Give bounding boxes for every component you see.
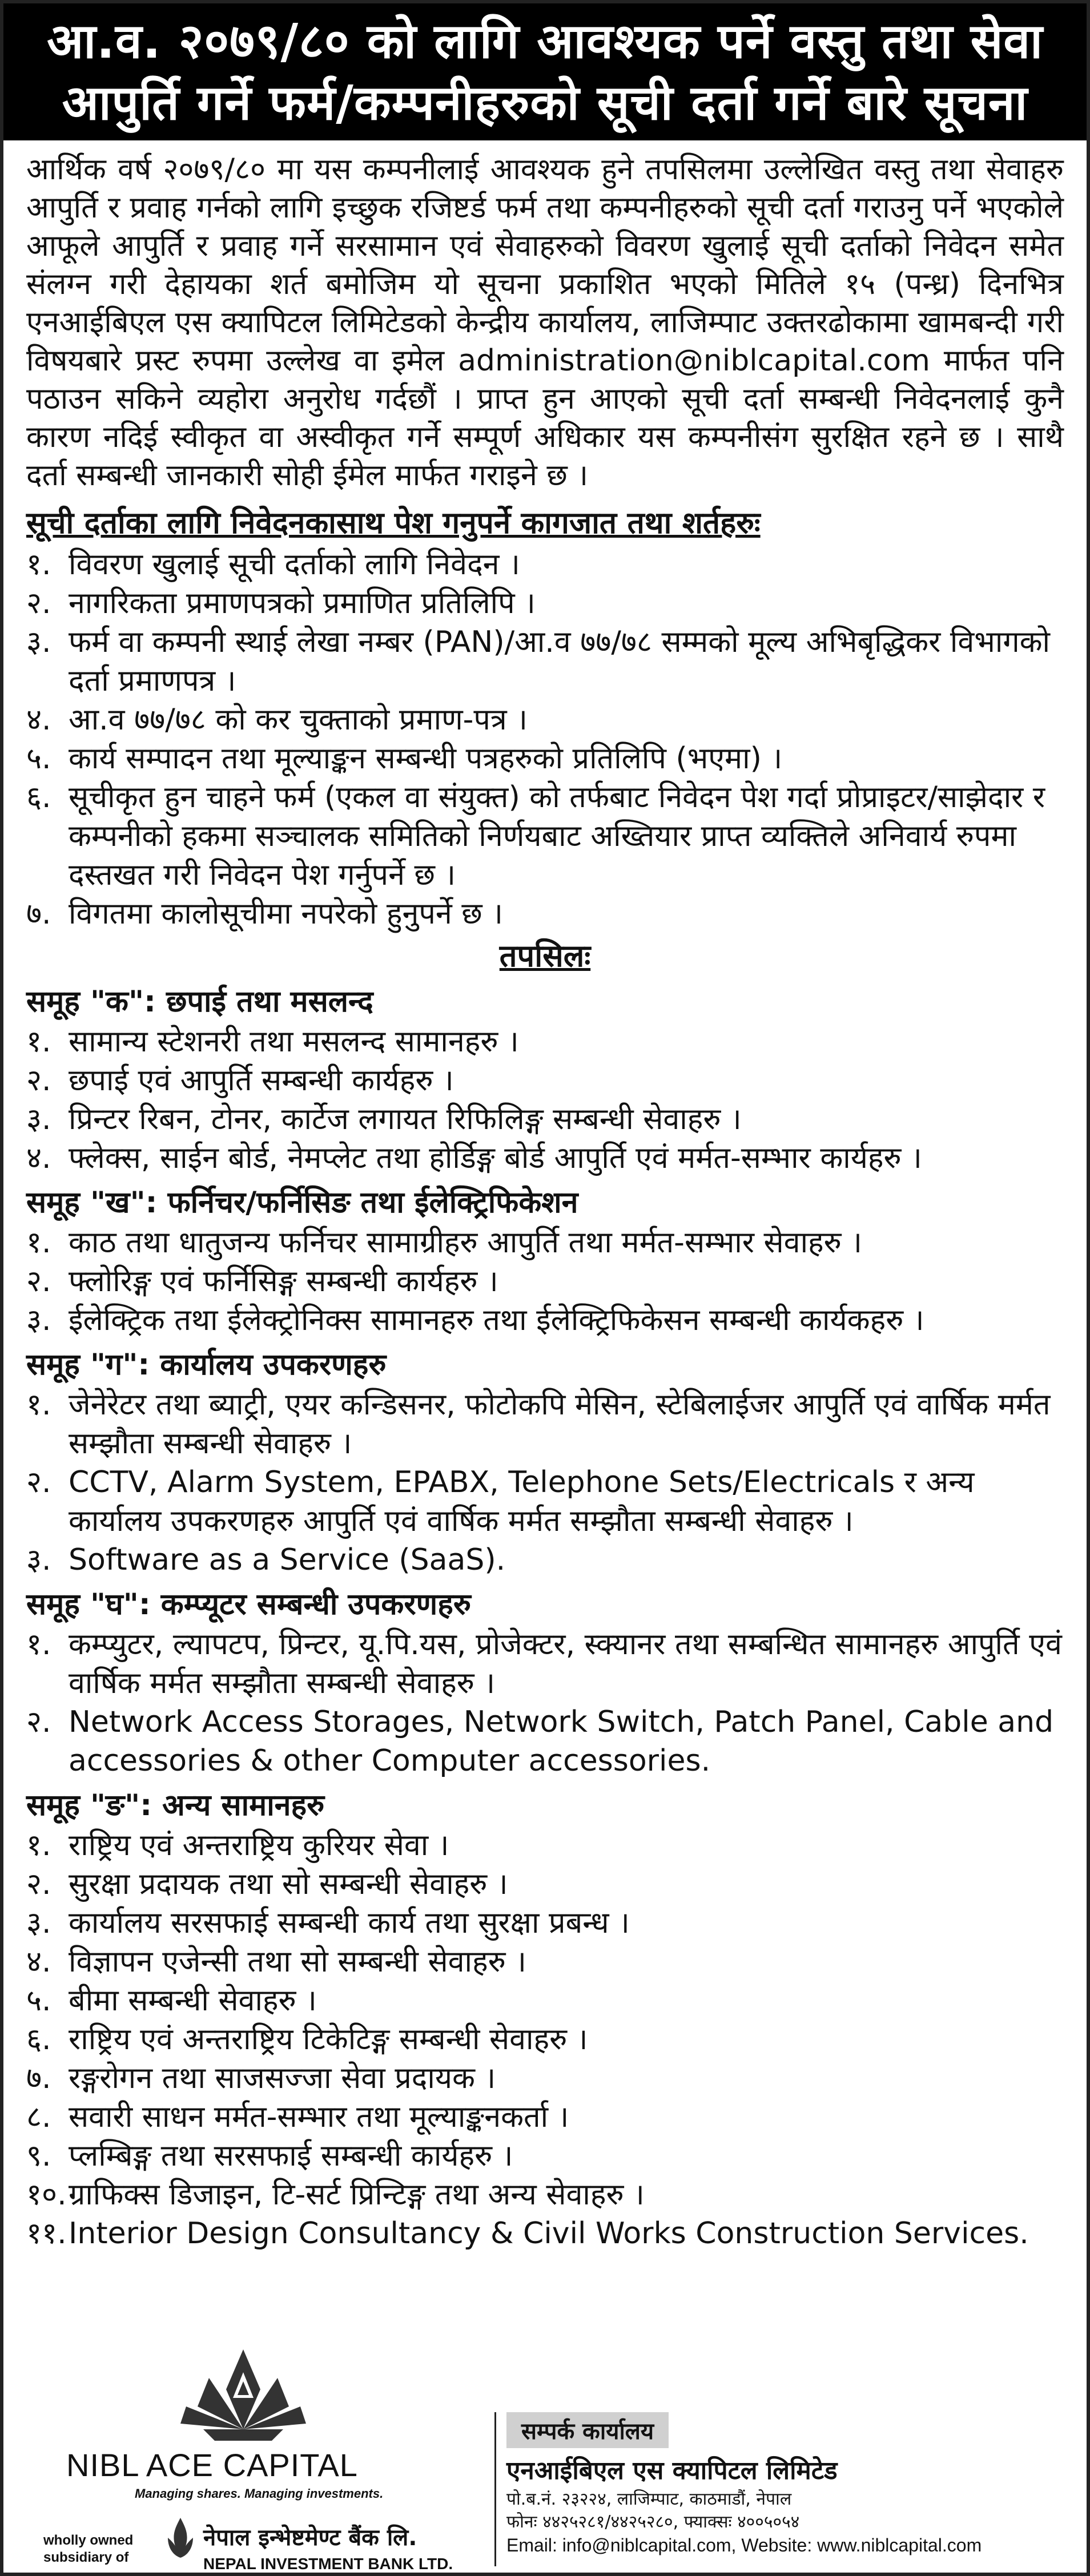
requirement-item <box>26 778 1064 894</box>
item-text: Network Access Storages, Network Switch, Patch Panel, Cable and accessories & other Computer accessories. <box>69 1705 1054 1778</box>
contact-box <box>494 2412 1067 2566</box>
contact-title: सम्पर्क कार्यालय <box>506 2412 669 2448</box>
item-number: ६. <box>26 2022 51 2057</box>
group-item <box>26 1223 1064 1262</box>
item-text: कम्प्युटर, ल्यापटप, प्रिन्टर, यू.पि.यस, प्रोजेक्टर, स्क्यानर तथा सम्बन्धित सामानहरु आपुर्ति एवं वार्षिक मर्मत सम्झौता सम्बन्धी सेवाहरु । <box>69 1627 1062 1700</box>
item-text: फ्लोरिङ्ग एवं फर्निसिङ्ग सम्बन्धी कार्यहरु । <box>69 1264 498 1299</box>
item-number: ६. <box>26 780 51 815</box>
group-item-list <box>26 1385 1064 1579</box>
item-text: ईलेक्ट्रिक तथा ईलेक्ट्रोनिक्स सामानहरु तथा ईलेक्ट्रिफिकेसन सम्बन्धी कार्यकहरु । <box>69 1303 924 1337</box>
item-text: आ.व ७७/७८ को कर चुक्ताको प्रमाण-पत्र । <box>69 703 528 737</box>
group-title: समूह "ङ": अन्य सामानहरु <box>26 1788 325 1823</box>
item-number: ८. <box>26 2100 51 2134</box>
requirement-item <box>26 545 1064 584</box>
subsidiary-note <box>43 2532 158 2566</box>
group-item <box>26 2214 1064 2253</box>
item-text: बीमा सम्बन्धी सेवाहरु । <box>69 1984 317 2018</box>
subsidiary-line-2: subsidiary of <box>43 2550 129 2565</box>
group-item <box>26 2020 1064 2059</box>
schedule-group <box>26 1182 1064 1340</box>
item-text: सूचीकृत हुन चाहने फर्म (एकल वा संयुक्त) को तर्फबाट निवेदन पेश गर्दा प्रोप्राइटर/साझेदार र कम्पनीको हकमा सञ्चालक समितिको निर्णयबाट अख्तियार प्राप्त व्यक्तिले अनिवार्य रुपमा दस्तखत गरी निवेदन पेश गर्नुपर्ने छ । <box>69 780 1045 892</box>
group-item <box>26 1061 1064 1100</box>
item-number: २. <box>26 1063 51 1098</box>
item-text: सामान्य स्टेशनरी तथा मसलन्द सामानहरु । <box>69 1025 519 1059</box>
item-number: १. <box>26 1225 51 1260</box>
group-item <box>26 2136 1064 2175</box>
item-number: १. <box>26 1828 51 1863</box>
bank-name-nepali: नेपाल इन्भेष्टमेण्ट बैंक लि. <box>203 2525 417 2551</box>
item-text: कार्यालय सरसफाई सम्बन्धी कार्य तथा सुरक्षा प्रबन्ध । <box>69 1906 630 1940</box>
item-text: राष्ट्रिय एवं अन्तराष्ट्रिय कुरियर सेवा । <box>69 1828 449 1863</box>
item-text: विज्ञापन एजेन्सी तथा सो सम्बन्धी सेवाहरु । <box>69 1945 526 1979</box>
item-text: काठ तथा धातुजन्य फर्निचर सामाग्रीहरु आपुर्ति तथा मर्मत-सम्भार सेवाहरु । <box>69 1225 862 1260</box>
schedule-title-text: तपसिलः <box>499 938 591 974</box>
requirement-item <box>26 739 1064 778</box>
group-title: समूह "क": छपाई तथा मसलन्द <box>26 985 373 1019</box>
footer <box>3 2287 1087 2576</box>
contact-address: पो.ब.नं. २३२२४, लाजिम्पाट, काठमाडौं, नेपाल <box>506 2489 792 2509</box>
schedule-group <box>26 981 1064 1178</box>
item-number: ७. <box>26 897 51 931</box>
group-item <box>26 1625 1064 1703</box>
item-number: ४. <box>26 703 51 737</box>
bank-name-english: NEPAL INVESTMENT BANK LTD. <box>203 2555 453 2573</box>
group-item <box>26 1541 1064 1579</box>
group-item <box>26 1262 1064 1301</box>
group-item <box>26 1139 1064 1178</box>
brand-tagline: Managing shares. Managing investments. <box>135 2486 384 2501</box>
item-text: फ्लेक्स, साईन बोर्ड, नेमप्लेट तथा होर्डिङ्ग बोर्ड आपुर्ति एवं मर्मत-सम्भार कार्यहरु । <box>69 1141 922 1175</box>
group-item <box>26 1301 1064 1340</box>
group-item <box>26 1981 1064 2020</box>
schedule-group <box>26 1584 1064 1780</box>
requirement-item <box>26 894 1064 933</box>
item-number: ३. <box>26 1906 51 1940</box>
requirements-title: सूची दर्ताका लागि निवेदनकासाथ पेश गनुपर्ने कागजात तथा शर्तहरुः <box>26 506 761 541</box>
item-number: १. <box>26 1025 51 1059</box>
item-text: विवरण खुलाई सूची दर्ताको लागि निवेदन । <box>69 547 520 582</box>
bank-logo-icon <box>163 2515 198 2561</box>
item-number: ३. <box>26 1102 51 1136</box>
group-item <box>26 1385 1064 1463</box>
item-number: २. <box>26 1867 51 1901</box>
item-number: १. <box>26 1627 51 1662</box>
contact-company-name: एनआईबिएल एस क्यापिटल लिमिटेड <box>506 2456 838 2485</box>
item-number: ७. <box>26 2061 51 2095</box>
item-text: CCTV, Alarm System, EPABX, Telephone Sets/Electricals र अन्य कार्यालय उपकरणहरु आपुर्ति एवं वार्षिक मर्मत सम्झौता सम्बन्धी सेवाहरु । <box>69 1465 975 1538</box>
group-item-list <box>26 1625 1064 1780</box>
item-text: फर्म वा कम्पनी स्थाई लेखा नम्बर (PAN)/आ.व ७७/७८ सम्मको मूल्य अभिबृद्धिकर विभागको दर्ता प्रमाणपत्र । <box>69 625 1051 698</box>
item-number: ११. <box>26 2216 67 2251</box>
group-item <box>26 1865 1064 1904</box>
contact-email: Email: info@niblcapital.com, Website: www.niblcapital.com <box>506 2535 982 2555</box>
item-text: ग्राफिक्स डिजाइन, टि-सर्ट प्रिन्टिङ्ग तथा अन्य सेवाहरु । <box>69 2178 645 2212</box>
lotus-logo-icon <box>175 2344 312 2446</box>
item-number: १. <box>26 1388 51 1422</box>
schedule-title <box>26 936 1064 977</box>
group-item-list <box>26 1022 1064 1178</box>
item-number: ४. <box>26 1945 51 1979</box>
item-number: ३. <box>26 625 51 659</box>
item-number: ३. <box>26 1543 51 1577</box>
requirement-item <box>26 700 1064 739</box>
item-number: २. <box>26 586 51 620</box>
notice-content <box>26 151 1064 2253</box>
group-item-list <box>26 1826 1064 2253</box>
item-text: सुरक्षा प्रदायक तथा सो सम्बन्धी सेवाहरु । <box>69 1867 508 1901</box>
schedule-group <box>26 1785 1064 2253</box>
item-number: २. <box>26 1705 51 1739</box>
group-title: समूह "ग": कार्यालय उपकरणहरु <box>26 1348 387 1382</box>
notice-header <box>3 3 1087 140</box>
header-line-1: आ.व. २०७९/८० को लागि आवश्यक पर्ने वस्तु तथा सेवा <box>47 13 1043 69</box>
schedule-group <box>26 1344 1064 1579</box>
requirement-item <box>26 623 1064 700</box>
item-text: Interior Design Consultancy & Civil Works Construction Services. <box>69 2216 1029 2251</box>
group-item <box>26 1022 1064 1061</box>
item-text: रङ्गरोगन तथा साजसज्जा सेवा प्रदायक । <box>69 2061 496 2095</box>
item-number: १. <box>26 547 51 582</box>
item-text: राष्ट्रिय एवं अन्तराष्ट्रिय टिकेटिङ्ग सम्बन्धी सेवाहरु । <box>69 2022 588 2057</box>
group-item <box>26 1463 1064 1541</box>
header-line-2: आपुर्ति गर्ने फर्म/कम्पनीहरुको सूची दर्ता गर्ने बारे सूचना <box>62 75 1028 131</box>
group-title: समूह "ख": फर्निचर/फर्निसिङ तथा ईलेक्ट्रिफिकेशन <box>26 1186 578 1220</box>
item-text: Software as a Service (SaaS). <box>69 1543 506 1577</box>
item-number: ५. <box>26 741 51 776</box>
group-title: समूह "घ": कम्प्यूटर सम्बन्धी उपकरणहरु <box>26 1587 471 1622</box>
item-text: विगतमा कालोसूचीमा नपरेको हुनुपर्ने छ । <box>69 897 503 931</box>
item-number: २. <box>26 1465 51 1499</box>
requirements-list <box>26 545 1064 933</box>
group-item <box>26 2175 1064 2214</box>
contact-phone: फोनः ४४२५२८१/४४२५२८०, फ्याक्सः ४००५०५४ <box>506 2512 800 2532</box>
brand-name: NIBL ACE CAPITAL <box>66 2447 358 2483</box>
item-number: २. <box>26 1264 51 1299</box>
item-number: ३. <box>26 1303 51 1337</box>
item-text: नागरिकता प्रमाणपत्रको प्रमाणित प्रतिलिपि । <box>69 586 536 620</box>
group-item <box>26 1100 1064 1139</box>
group-item <box>26 1826 1064 1865</box>
group-item <box>26 2098 1064 2136</box>
group-item <box>26 2059 1064 2098</box>
item-text: छपाई एवं आपुर्ति सम्बन्धी कार्यहरु । <box>69 1063 454 1098</box>
group-item-list <box>26 1223 1064 1340</box>
subsidiary-line-1: wholly owned <box>43 2533 134 2548</box>
requirement-item <box>26 584 1064 623</box>
item-text: सवारी साधन मर्मत-सम्भार तथा मूल्याङ्कनकर्ता । <box>69 2100 569 2134</box>
group-item <box>26 1904 1064 1942</box>
group-item <box>26 1703 1064 1780</box>
logo-area <box>43 2344 454 2572</box>
group-item <box>26 1942 1064 1981</box>
item-number: ४. <box>26 1141 51 1175</box>
item-number: ५. <box>26 1984 51 2018</box>
item-number: १०. <box>26 2178 67 2212</box>
schedule-groups <box>26 981 1064 2253</box>
item-text: जेनेरेटर तथा ब्याट्री, एयर कन्डिसनर, फोटोकपि मेसिन, स्टेबिलाईजर आपुर्ति एवं वार्षिक मर्मत सम्झौता सम्बन्धी सेवाहरु । <box>69 1388 1051 1461</box>
intro-paragraph: आर्थिक वर्ष २०७९/८० मा यस कम्पनीलाई आवश्यक हुने तपसिलमा उल्लेखित वस्तु तथा सेवाहरु आपुर्ति र प्रवाह गर्नको लागि इच्छुक रजिष्टर्ड फर्म तथा कम्पनीहरुको सूची दर्ता गराउनु पर्ने भएकोले आफूले आपुर्ति र प्रवाह गर्ने सरसामान एवं सेवाहरुको विवरण खुलाई सूची दर्ताको निवेदन समेत संलग्न गरी देहायका शर्त बमोजिम यो सूचना प्रकाशित भएको मितिले १५ (पन्ध्र) दिनभित्र एनआईबिएल एस क्यापिटल लिमिटेडको केन्द्रीय कार्यालय, लाजिम्पाट उक्तरढोकामा खामबन्दी गरी विषयबारे प्रस्ट रुपमा उल्लेख वा इमेल administration@niblcapital.com मार्फत पनि पठाउन सकिने व्यहोरा अनुरोध गर्दछौं । प्राप्त हुन आएको सूची दर्ता सम्बन्धी निवेदनलाई कुनै कारण नदिई स्वीकृत वा अस्वीकृत गर्ने सम्पूर्ण अधिकार यस कम्पनीसंग सुरक्षित रहने छ । साथै दर्ता सम्बन्धी जानकारी सोही ईमेल मार्फत गराइने छ । <box>26 152 1064 493</box>
item-text: प्लम्बिङ्ग तथा सरसफाई सम्बन्धी कार्यहरु । <box>69 2139 513 2173</box>
item-text: प्रिन्टर रिबन, टोनर, कार्टेज लगायत रिफिलिङ्ग सम्बन्धी सेवाहरु । <box>69 1102 742 1136</box>
item-text: कार्य सम्पादन तथा मूल्याङ्कन सम्बन्धी पत्रहरुको प्रतिलिपि (भएमा) । <box>69 741 783 776</box>
item-number: ९. <box>26 2139 51 2173</box>
